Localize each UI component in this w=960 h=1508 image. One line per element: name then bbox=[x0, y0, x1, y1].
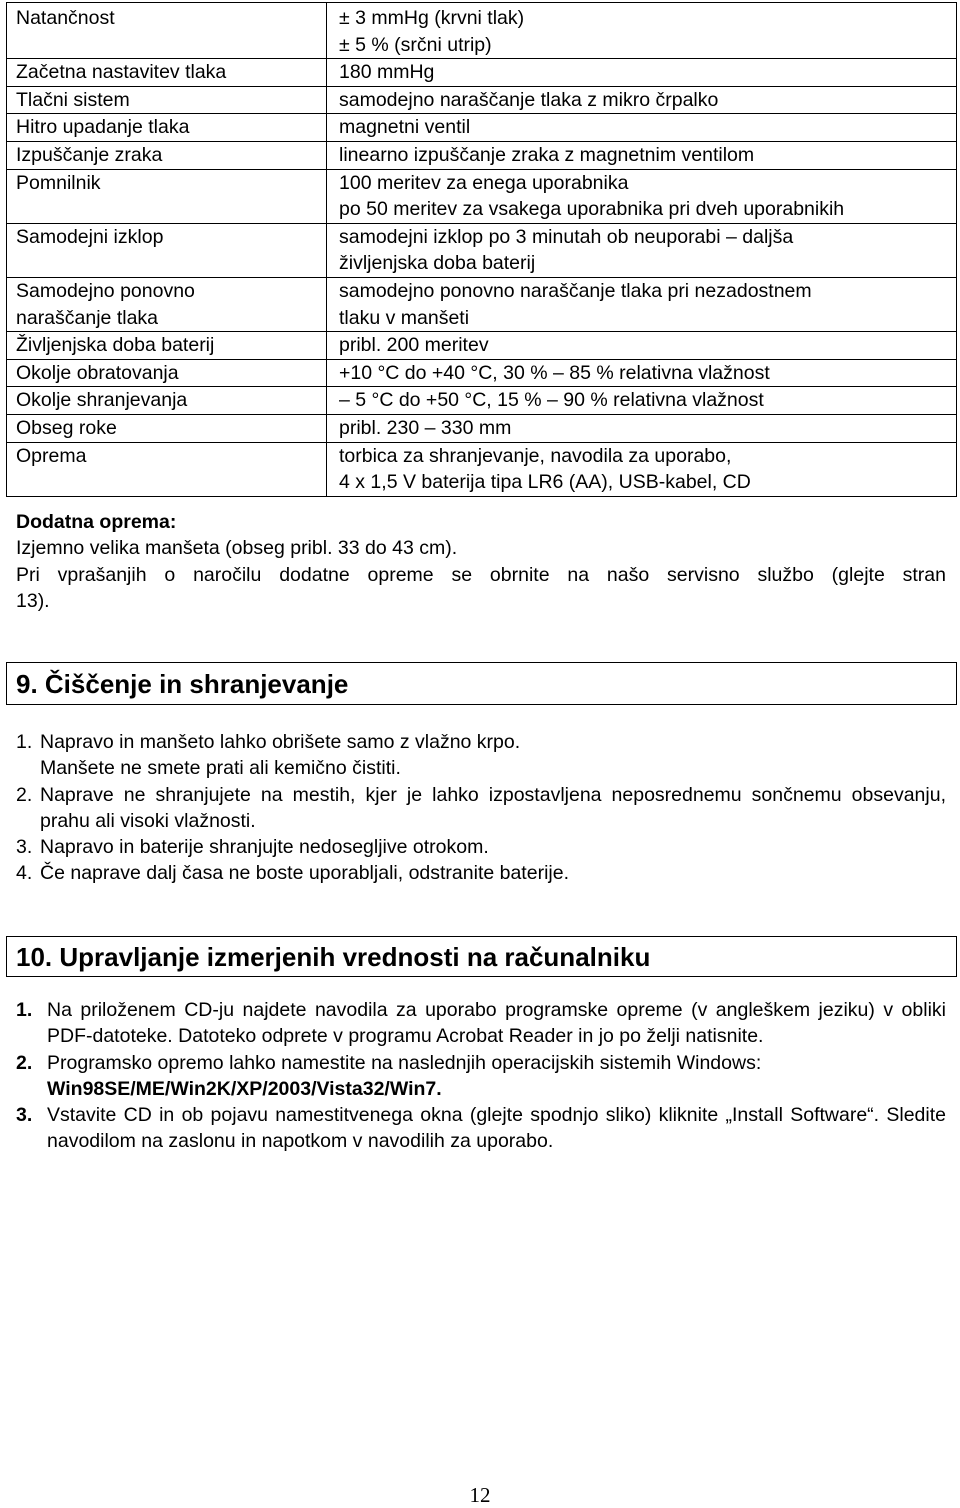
item-number: 2. bbox=[16, 1051, 33, 1074]
list-item bbox=[16, 860, 946, 886]
spec-value bbox=[327, 59, 957, 87]
table-row bbox=[7, 442, 957, 496]
spec-label-line: Pomnilnik bbox=[16, 171, 101, 194]
spec-label-line: Obseg roke bbox=[16, 416, 117, 439]
spec-label-line: Izpuščanje zraka bbox=[16, 143, 163, 166]
table-row bbox=[7, 277, 957, 331]
table-row bbox=[7, 359, 957, 387]
page-number: 12 bbox=[469, 1483, 491, 1507]
spec-label bbox=[7, 223, 327, 277]
item-text-extra: Manšete ne smete prati ali kemično čistiti. bbox=[40, 757, 401, 780]
spec-label-line: Tlačni sistem bbox=[16, 88, 130, 111]
spec-label bbox=[7, 359, 327, 387]
spec-value bbox=[327, 442, 957, 496]
spec-label bbox=[7, 387, 327, 415]
spec-label bbox=[7, 332, 327, 360]
specifications-body bbox=[7, 3, 957, 497]
spec-label bbox=[7, 86, 327, 114]
spec-label-line: Začetna nastavitev tlaka bbox=[16, 61, 227, 84]
spec-label-line: Hitro upadanje tlaka bbox=[16, 116, 190, 139]
section-10-title: 10. Upravljanje izmerjenih vrednosti na računalniku bbox=[6, 936, 957, 977]
spec-label-line: Okolje shranjevanja bbox=[16, 389, 188, 412]
list-item bbox=[16, 782, 946, 835]
spec-value-line: 180 mmHg bbox=[339, 61, 435, 84]
spec-label bbox=[7, 3, 327, 59]
spec-value bbox=[327, 114, 957, 142]
spec-value-line: torbica za shranjevanje, navodila za uporabo, bbox=[339, 444, 732, 467]
spec-value-line: življenjska doba baterij bbox=[339, 252, 536, 275]
spec-label-line: Samodejno ponovno bbox=[16, 279, 195, 302]
specifications-table bbox=[6, 2, 957, 497]
spec-value bbox=[327, 141, 957, 169]
accessories-note: Pri vprašanjih o naročilu dodatne opreme se obrnite na našo servisno službo (glejte stran bbox=[16, 563, 946, 586]
spec-value-line: samodejno naraščanje tlaka z mikro črpalko bbox=[339, 88, 719, 111]
spec-value-line: samodejni izklop po 3 minutah ob neuporabi – daljša bbox=[339, 225, 794, 248]
spec-label-line: Oprema bbox=[16, 444, 87, 467]
spec-value-line: samodejno ponovno naraščanje tlaka pri nezadostnem bbox=[339, 279, 812, 302]
table-row bbox=[7, 332, 957, 360]
table-row bbox=[7, 387, 957, 415]
list-item bbox=[16, 834, 946, 860]
spec-value bbox=[327, 223, 957, 277]
item-number: 1. bbox=[16, 731, 33, 753]
spec-value bbox=[327, 387, 957, 415]
spec-value-line: linearno izpuščanje zraka z magnetnim ventilom bbox=[339, 143, 755, 166]
spec-label bbox=[7, 141, 327, 169]
spec-value bbox=[327, 3, 957, 59]
item-number: 3. bbox=[16, 1104, 33, 1127]
list-item bbox=[16, 729, 946, 782]
accessories-line: Izjemno velika manšeta (obseg pribl. 33 do 43 cm). bbox=[16, 537, 458, 560]
spec-value bbox=[327, 86, 957, 114]
spec-value-line: – 5 °C do +50 °C, 15 % – 90 % relativna vlažnost bbox=[339, 389, 764, 412]
item-number: 4. bbox=[16, 862, 33, 885]
table-row bbox=[7, 414, 957, 442]
accessories-note-end: 13). bbox=[16, 589, 50, 612]
item-number: 2. bbox=[16, 783, 33, 806]
spec-value-line: pribl. 200 meritev bbox=[339, 334, 489, 357]
item-text: Napravo in baterije shranjujte nedosegljive otrokom. bbox=[40, 836, 489, 859]
spec-value bbox=[327, 359, 957, 387]
spec-value bbox=[327, 169, 957, 223]
item-text: Če naprave dalj časa ne boste uporabljali, odstranite baterije. bbox=[40, 862, 569, 885]
table-row bbox=[7, 169, 957, 223]
spec-label bbox=[7, 414, 327, 442]
table-row bbox=[7, 3, 957, 59]
spec-label bbox=[7, 442, 327, 496]
spec-value-line: po 50 meritev za vsakega uporabnika pri dveh uporabnikih bbox=[339, 198, 845, 221]
spec-value-line: 4 x 1,5 V baterija tipa LR6 (AA), USB-kabel, CD bbox=[339, 471, 751, 494]
section-10-list bbox=[16, 997, 946, 1155]
table-row bbox=[7, 59, 957, 87]
table-row bbox=[7, 223, 957, 277]
spec-value-line: ± 3 mmHg (krvni tlak) bbox=[339, 7, 525, 29]
spec-value bbox=[327, 277, 957, 331]
spec-label-line: Natančnost bbox=[16, 7, 115, 29]
item-text-systems: Win98SE/ME/Win2K/XP/2003/Vista32/Win7. bbox=[47, 1077, 442, 1100]
spec-value-line: magnetni ventil bbox=[339, 116, 471, 139]
spec-label bbox=[7, 59, 327, 87]
section-9-title: 9. Čiščenje in shranjevanje bbox=[6, 662, 957, 705]
list-item bbox=[16, 997, 946, 1050]
spec-value-line: tlaku v manšeti bbox=[339, 306, 470, 329]
spec-label bbox=[7, 169, 327, 223]
spec-value-line: +10 °C do +40 °C, 30 % – 85 % relativna vlažnost bbox=[339, 361, 770, 384]
item-number: 3. bbox=[16, 836, 33, 859]
section-9-list bbox=[16, 729, 946, 887]
spec-value-line: pribl. 230 – 330 mm bbox=[339, 416, 512, 439]
spec-label-line: Samodejni izklop bbox=[16, 225, 164, 248]
list-item bbox=[16, 1102, 946, 1155]
item-text: Vstavite CD in ob pojavu namestitvenega okna (glejte spodnjo sliko) kliknite „Install Software“. Sledite navodilom na zaslonu in napotkom v navodilih za uporabo. bbox=[47, 1104, 946, 1153]
spec-label bbox=[7, 114, 327, 142]
accessories-block bbox=[16, 509, 946, 614]
table-row bbox=[7, 86, 957, 114]
spec-value-line: 100 meritev za enega uporabnika bbox=[339, 171, 629, 194]
table-row bbox=[7, 114, 957, 142]
item-text: Naprave ne shranjujete na mestih, kjer je lahko izpostavljena neposrednemu sončnemu obsevanju, prahu ali visoki vlažnosti. bbox=[40, 783, 946, 832]
item-text: Napravo in manšeto lahko obrišete samo z vlažno krpo. bbox=[40, 731, 521, 753]
list-item bbox=[16, 1050, 946, 1103]
spec-label-line: Okolje obratovanja bbox=[16, 361, 179, 384]
spec-value bbox=[327, 414, 957, 442]
item-text: Na priloženem CD-ju najdete navodila za uporabo programske opreme (v angleškem jeziku) v obliki PDF-datoteke. Datoteko odprete v programu Acrobat Reader in jo po želji natisnite. bbox=[47, 999, 946, 1048]
spec-label bbox=[7, 277, 327, 331]
item-number: 1. bbox=[16, 999, 33, 1021]
spec-value-line: ± 5 % (srčni utrip) bbox=[339, 33, 492, 56]
item-text: Programsko opremo lahko namestite na naslednjih operacijskih sistemih Windows: bbox=[47, 1051, 762, 1074]
accessories-heading: Dodatna oprema: bbox=[16, 511, 177, 533]
spec-label-line: Življenjska doba baterij bbox=[16, 334, 215, 357]
spec-label-line: naraščanje tlaka bbox=[16, 306, 159, 329]
spec-value bbox=[327, 332, 957, 360]
table-row bbox=[7, 141, 957, 169]
